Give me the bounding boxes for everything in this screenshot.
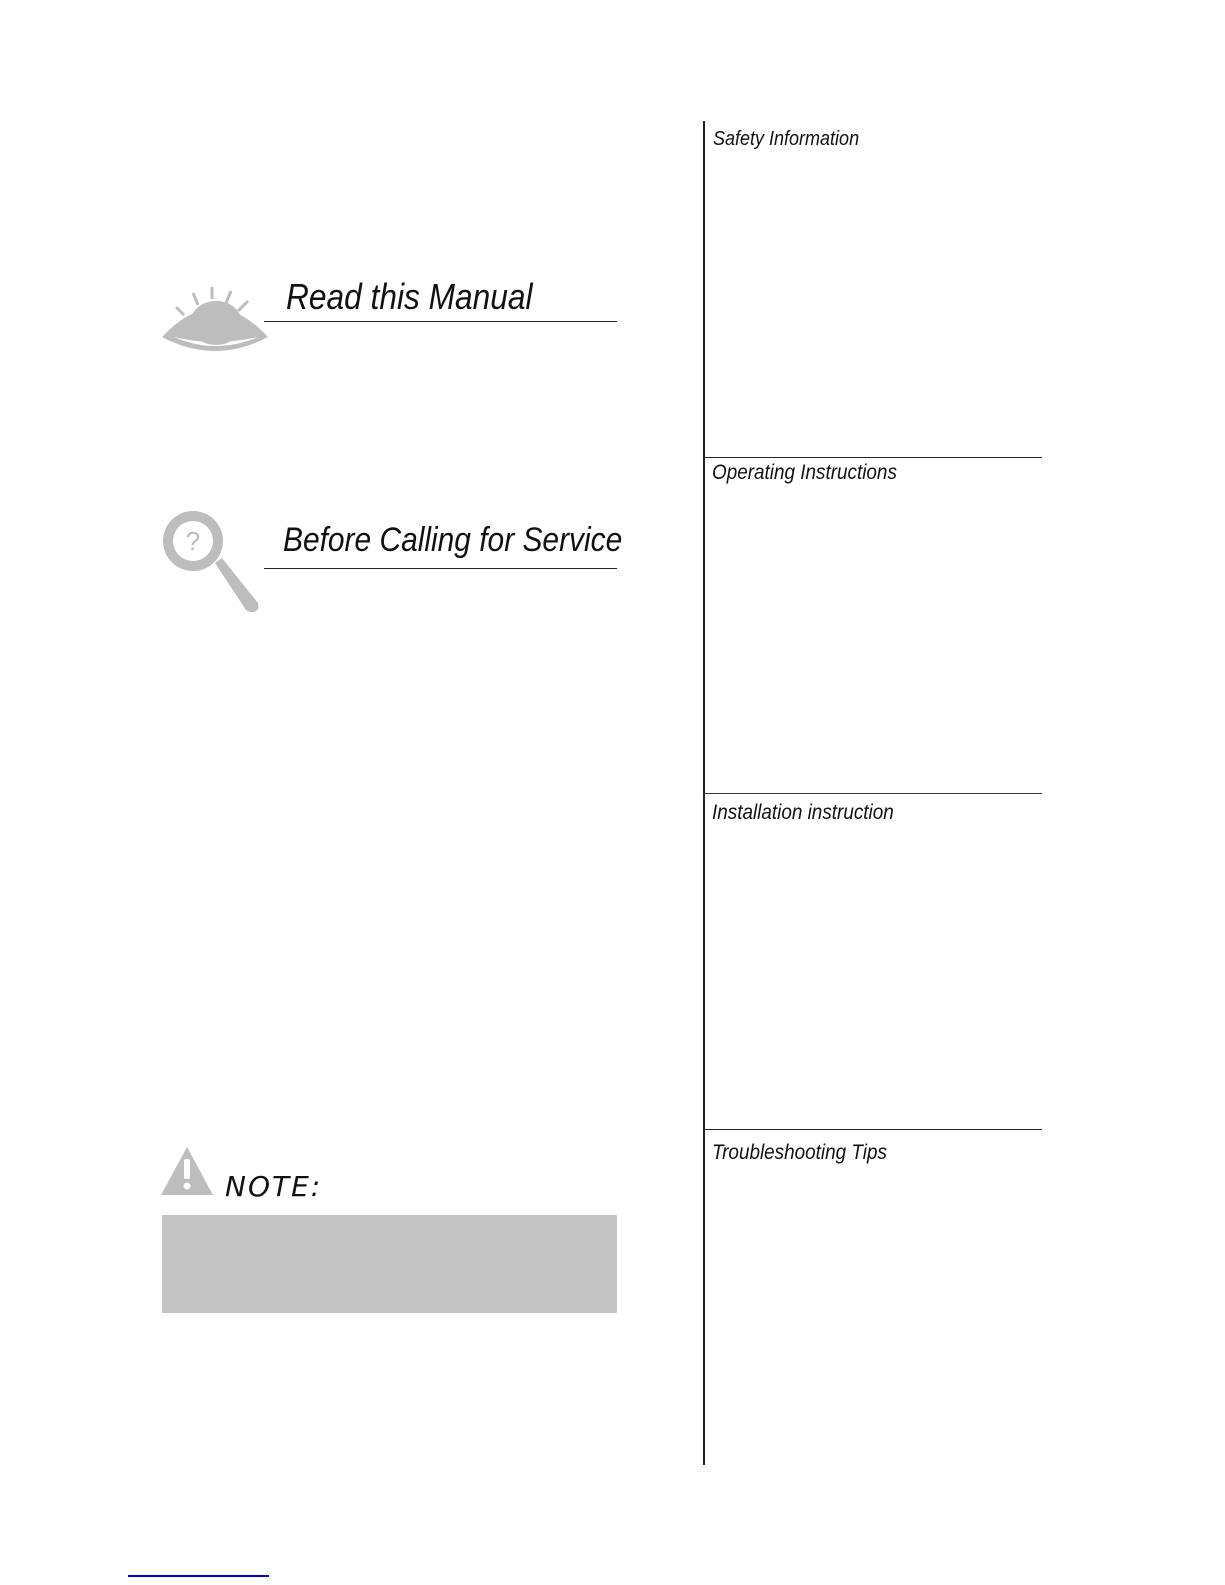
magnifier-question-icon [160, 508, 265, 618]
before-service-title: Before Calling for Service [283, 521, 623, 559]
section-label-installation: Installation instruction [712, 801, 894, 824]
note-box [162, 1215, 617, 1313]
section-label-troubleshooting: Troubleshooting Tips [712, 1141, 887, 1164]
note-label: NOTE: [225, 1170, 323, 1203]
read-manual-title: Read this Manual [286, 276, 533, 317]
read-manual-rule [264, 321, 617, 322]
section-divider-installation [703, 793, 1042, 794]
section-divider-troubleshooting [703, 1129, 1042, 1130]
section-label-safety: Safety Information [713, 128, 860, 150]
section-label-operating: Operating Instructions [712, 461, 897, 484]
section-divider-operating [703, 457, 1042, 458]
warning-triangle-icon [160, 1145, 215, 1197]
before-service-rule [264, 568, 617, 569]
footer-link-underline[interactable] [128, 1575, 269, 1577]
eye-icon [160, 285, 275, 357]
svg-text:?: ? [185, 526, 201, 556]
